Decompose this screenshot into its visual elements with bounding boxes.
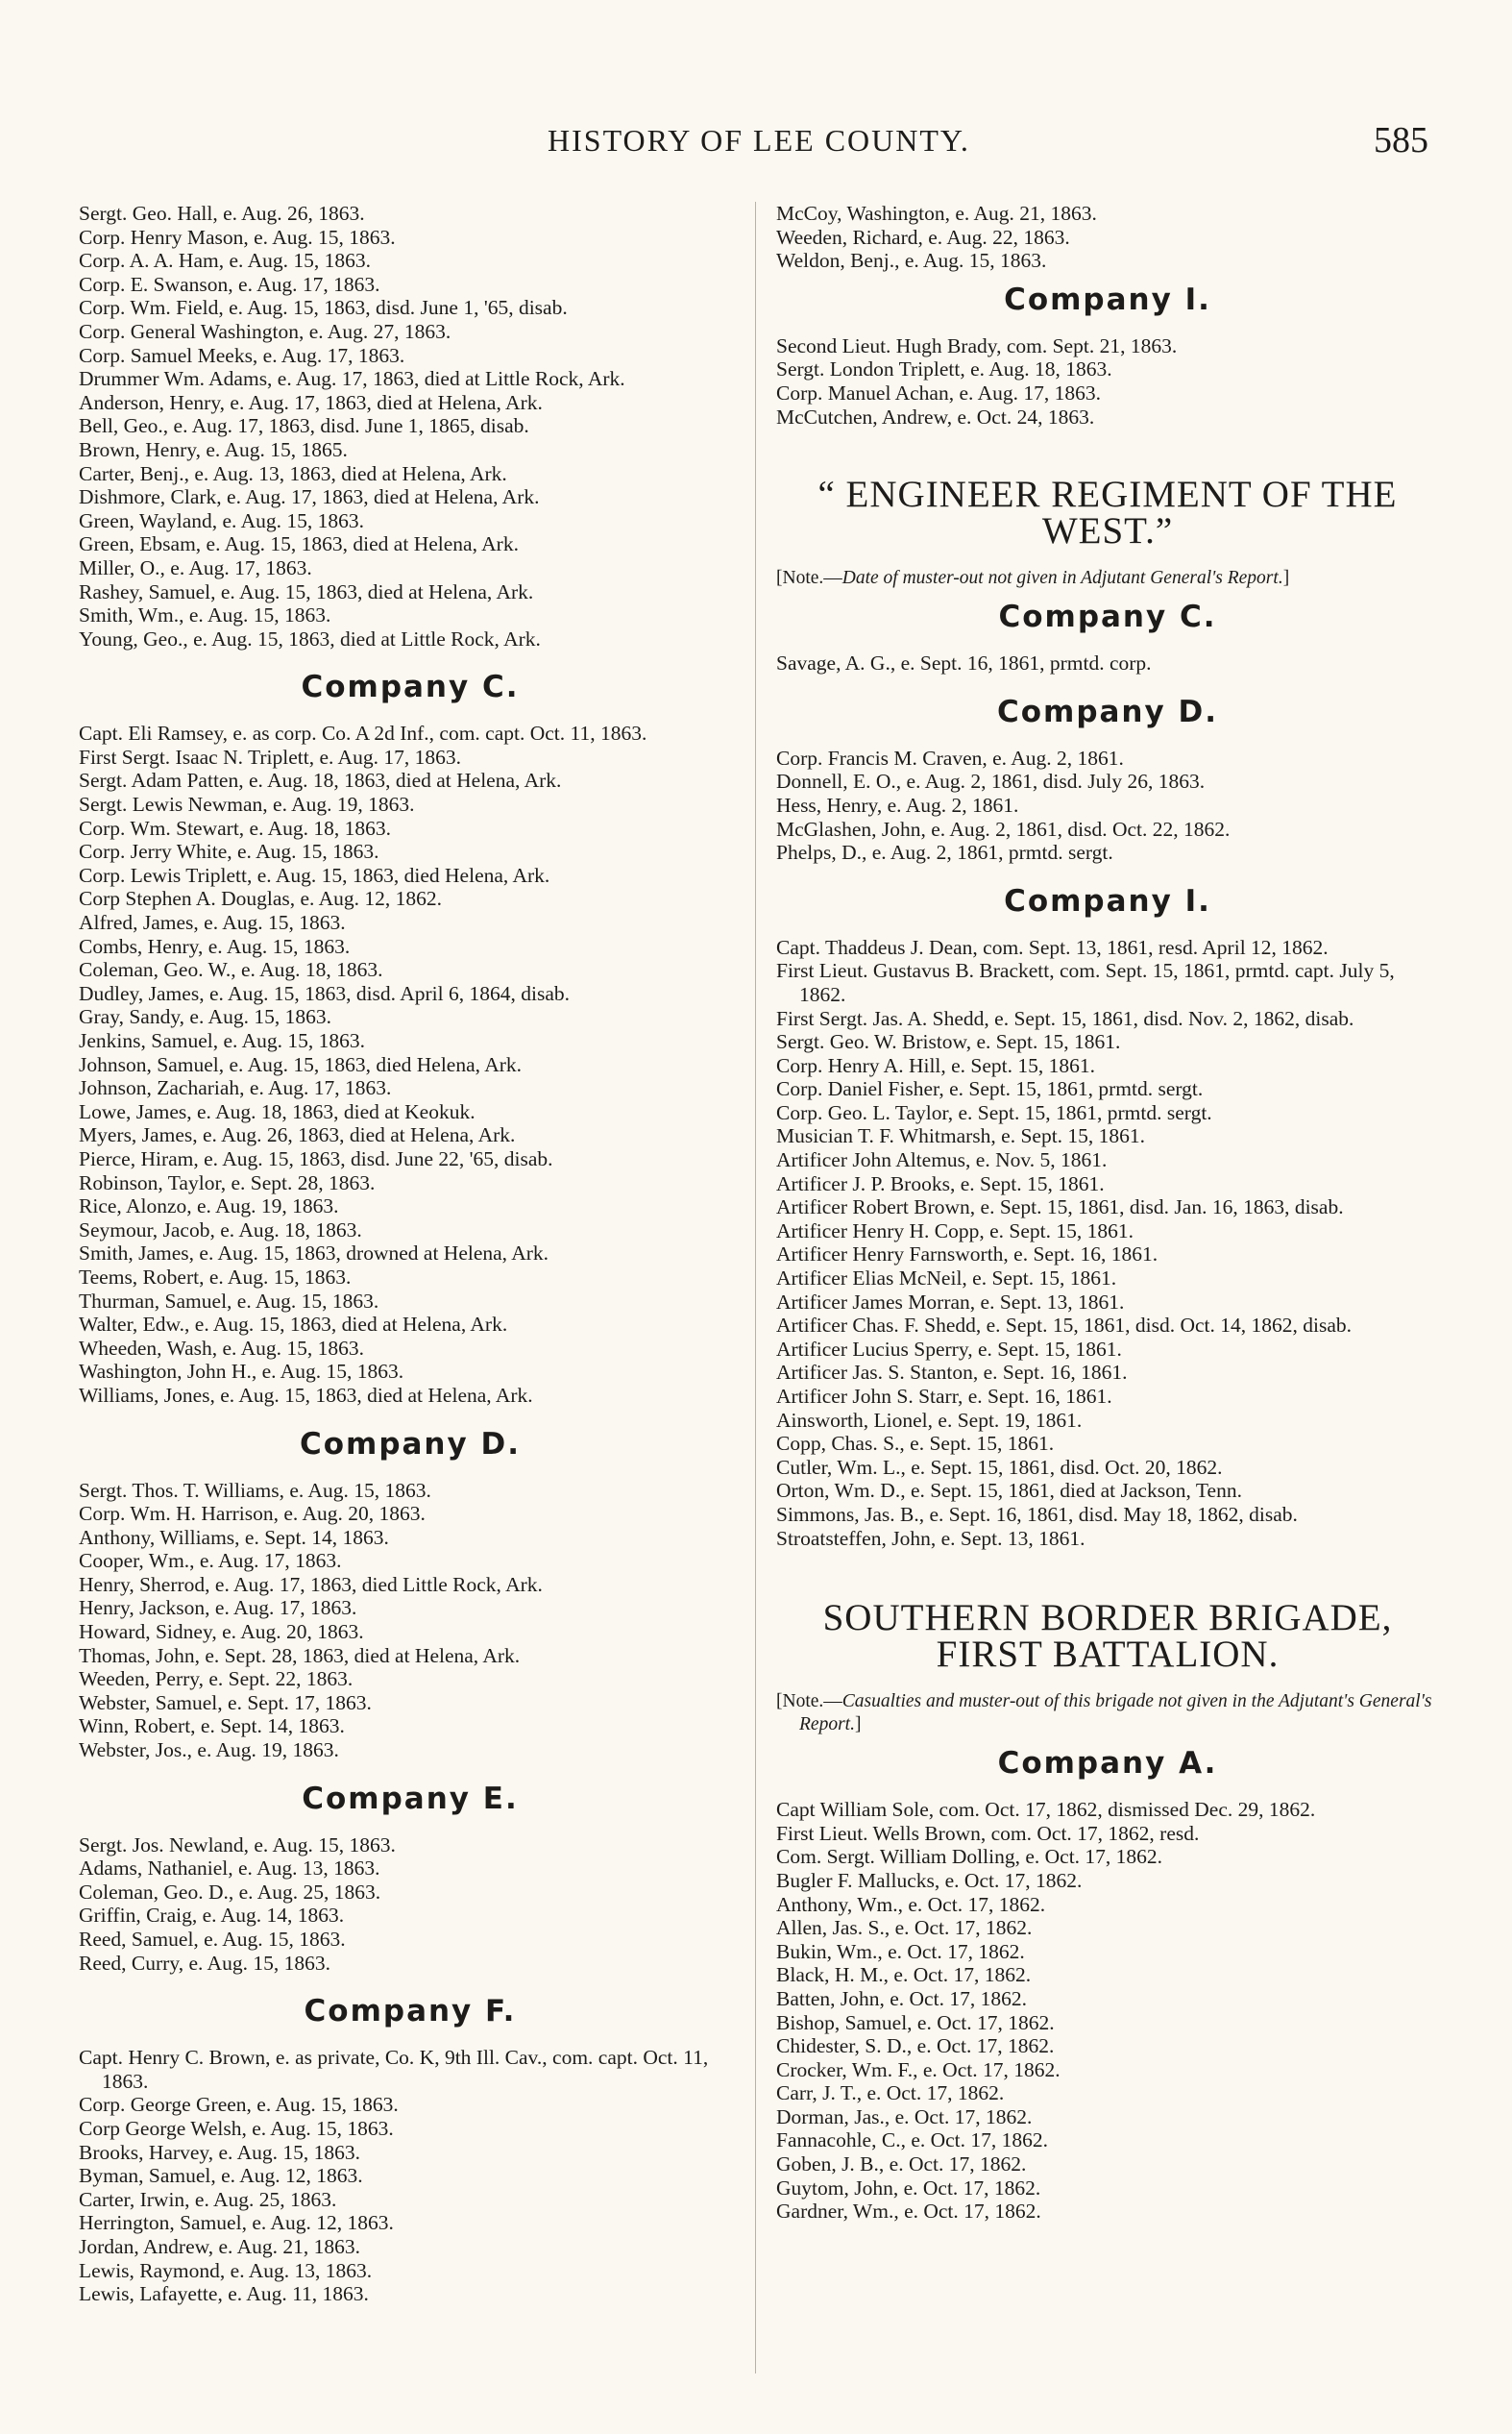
roster-entry: Johnson, Zachariah, e. Aug. 17, 1863. xyxy=(79,1076,392,1100)
roster-entry: Artificer Henry H. Copp, e. Sept. 15, 1861. xyxy=(776,1218,1134,1242)
roster-entry: Williams, Jones, e. Aug. 15, 1863, died at Helena, Ark. xyxy=(79,1383,533,1407)
right-column xyxy=(776,202,1439,2224)
roster-entry: Adams, Nathaniel, e. Aug. 13, 1863. xyxy=(79,1856,380,1881)
roster-entry: Corp. George Green, e. Aug. 15, 1863. xyxy=(79,2093,399,2117)
roster-entry: Carr, J. T., e. Oct. 17, 1862. xyxy=(776,2081,1005,2105)
roster-entry: Bishop, Samuel, e. Oct. 17, 1862. xyxy=(776,2010,1055,2034)
roster-entry: Corp. Samuel Meeks, e. Aug. 17, 1863. xyxy=(79,343,405,367)
roster-entry: Herrington, Samuel, e. Aug. 12, 1863. xyxy=(79,2211,394,2235)
roster-entry: Miller, O., e. Aug. 17, 1863. xyxy=(79,555,312,579)
roster-entry: Stroatsteffen, John, e. Sept. 13, 1861. xyxy=(776,1526,1085,1550)
roster-entry: Corp. Manuel Achan, e. Aug. 17, 1863. xyxy=(776,381,1101,405)
roster-entry: McGlashen, John, e. Aug. 2, 1861, disd. Oct. 22, 1862. xyxy=(776,817,1231,841)
roster-entry: Anderson, Henry, e. Aug. 17, 1863, died at Helena, Ark. xyxy=(79,390,543,414)
company-heading: Company C. xyxy=(998,600,1217,635)
roster-entry: Corp. Jerry White, e. Aug. 15, 1863. xyxy=(79,840,379,864)
roster-entry: Orton, Wm. D., e. Sept. 15, 1861, died at Jackson, Tenn. xyxy=(776,1479,1242,1503)
roster-entry: Rashey, Samuel, e. Aug. 15, 1863, died at Helena, Ark. xyxy=(79,579,534,603)
roster-entry: Capt. Henry C. Brown, e. as private, Co. K, 9th Ill. Cav., com. capt. Oct. 11, 1863. xyxy=(79,2046,709,2093)
spacer xyxy=(776,1550,1439,1600)
roster-entry: Smith, James, e. Aug. 15, 1863, drowned at Helena, Ark. xyxy=(79,1242,549,1266)
roster-entry: Artificer Elias McNeil, e. Sept. 15, 1861. xyxy=(776,1266,1117,1291)
roster-entry: Bugler F. Mallucks, e. Oct. 17, 1862. xyxy=(776,1868,1083,1892)
roster-entry: Drummer Wm. Adams, e. Aug. 17, 1863, died at Little Rock, Ark. xyxy=(79,367,625,391)
roster-entry: Corp. Henry A. Hill, e. Sept. 15, 1861. xyxy=(776,1053,1096,1077)
roster-list xyxy=(776,936,1439,1550)
roster-entry: Brown, Henry, e. Aug. 15, 1865. xyxy=(79,437,348,461)
company-heading: Company D. xyxy=(299,1426,522,1462)
note-prefix: [Note.— xyxy=(776,1691,842,1712)
roster-entry: Coleman, Geo. W., e. Aug. 18, 1863. xyxy=(79,958,383,982)
roster-entry: Artificer Henry Farnsworth, e. Sept. 16, 1861. xyxy=(776,1242,1158,1266)
roster-entry: First Lieut. Gustavus B. Brackett, com. Sept. 15, 1861, prmtd. capt. July 5, 1862. xyxy=(776,959,1395,1006)
roster-entry: Winn, Robert, e. Sept. 14, 1863. xyxy=(79,1714,345,1738)
roster-list xyxy=(776,202,1439,273)
roster-entry: Thomas, John, e. Sept. 28, 1863, died at Helena, Ark. xyxy=(79,1643,521,1667)
company-heading: Company I. xyxy=(1004,282,1211,317)
roster-entry: Sergt. Geo. W. Bristow, e. Sept. 15, 1861. xyxy=(776,1030,1121,1054)
roster-entry: Musician T. F. Whitmarsh, e. Sept. 15, 1861. xyxy=(776,1124,1146,1148)
roster-entry: Corp. Henry Mason, e. Aug. 15, 1863. xyxy=(79,225,396,249)
roster-entry: Byman, Samuel, e. Aug. 12, 1863. xyxy=(79,2164,363,2188)
roster-entry: Carter, Benj., e. Aug. 13, 1863, died at Helena, Ark. xyxy=(79,461,507,485)
roster-entry: Washington, John H., e. Aug. 15, 1863. xyxy=(79,1360,404,1384)
roster-entry: Anthony, Wm., e. Oct. 17, 1862. xyxy=(776,1892,1046,1916)
note-text: Date of muster-out not given in Adjutant General's Report. xyxy=(841,568,1283,589)
roster-entry: Simmons, Jas. B., e. Sept. 16, 1861, disd. May 18, 1862, disab. xyxy=(776,1502,1298,1526)
roster-entry: Artificer James Morran, e. Sept. 13, 1861. xyxy=(776,1290,1125,1314)
left-column xyxy=(79,202,742,2306)
roster-entry: Dudley, James, e. Aug. 15, 1863, disd. April 6, 1864, disab. xyxy=(79,981,570,1005)
roster-entry: Sergt. Jos. Newland, e. Aug. 15, 1863. xyxy=(79,1832,396,1856)
roster-entry: Rice, Alonzo, e. Aug. 19, 1863. xyxy=(79,1194,339,1218)
roster-entry: Bukin, Wm., e. Oct. 17, 1862. xyxy=(776,1939,1025,1963)
roster-entry: Lewis, Lafayette, e. Aug. 11, 1863. xyxy=(79,2282,369,2306)
roster-entry: Artificer Jas. S. Stanton, e. Sept. 16, 1861. xyxy=(776,1361,1128,1385)
roster-entry: Capt. Thaddeus J. Dean, com. Sept. 13, 1861, resd. April 12, 1862. xyxy=(776,935,1329,959)
roster-entry: McCutchen, Andrew, e. Oct. 24, 1863. xyxy=(776,405,1095,429)
roster-entry: Robinson, Taylor, e. Sept. 28, 1863. xyxy=(79,1170,376,1194)
roster-entry: Myers, James, e. Aug. 26, 1863, died at Helena, Ark. xyxy=(79,1123,516,1147)
roster-entry: Cutler, Wm. L., e. Sept. 15, 1861, disd. Oct. 20, 1862. xyxy=(776,1455,1223,1479)
roster-entry: Corp. Wm. Field, e. Aug. 15, 1863, disd. June 1, '65, disab. xyxy=(79,296,568,320)
roster-entry: Johnson, Samuel, e. Aug. 15, 1863, died Helena, Ark. xyxy=(79,1052,523,1076)
roster-entry: Seymour, Jacob, e. Aug. 18, 1863. xyxy=(79,1217,362,1242)
roster-entry: Carter, Irwin, e. Aug. 25, 1863. xyxy=(79,2187,337,2211)
roster-list xyxy=(79,722,742,1407)
regiment-note xyxy=(776,567,1439,590)
roster-entry: Guytom, John, e. Oct. 17, 1862. xyxy=(776,2176,1041,2200)
roster-entry: Anthony, Williams, e. Sept. 14, 1863. xyxy=(79,1525,389,1549)
roster-entry: Griffin, Craig, e. Aug. 14, 1863. xyxy=(79,1904,345,1928)
roster-entry: Smith, Wm., e. Aug. 15, 1863. xyxy=(79,603,331,627)
roster-entry: Ainsworth, Lionel, e. Sept. 19, 1861. xyxy=(776,1408,1083,1432)
note-prefix: [Note.— xyxy=(776,568,842,589)
roster-entry: Bell, Geo., e. Aug. 17, 1863, disd. June 1, 1865, disab. xyxy=(79,414,529,438)
roster-entry: Weeden, Richard, e. Aug. 22, 1863. xyxy=(776,225,1070,249)
roster-entry: Reed, Samuel, e. Aug. 15, 1863. xyxy=(79,1928,346,1951)
roster-list xyxy=(79,1833,742,1976)
roster-entry: Crocker, Wm. F., e. Oct. 17, 1862. xyxy=(776,2057,1061,2081)
roster-entry: Corp George Welsh, e. Aug. 15, 1863. xyxy=(79,2116,394,2140)
roster-entry: Sergt. Thos. T. Williams, e. Aug. 15, 1863. xyxy=(79,1478,431,1502)
roster-entry: Walter, Edw., e. Aug. 15, 1863, died at Helena, Ark. xyxy=(79,1313,508,1337)
company-heading: Company A. xyxy=(997,1746,1218,1782)
roster-entry: Dishmore, Clark, e. Aug. 17, 1863, died at Helena, Ark. xyxy=(79,485,540,509)
roster-list xyxy=(79,2046,742,2306)
roster-entry: First Sergt. Jas. A. Shedd, e. Sept. 15, 1861, disd. Nov. 2, 1862, disab. xyxy=(776,1006,1354,1030)
roster-entry: Cooper, Wm., e. Aug. 17, 1863. xyxy=(79,1549,342,1573)
roster-list xyxy=(776,747,1439,865)
roster-entry: First Sergt. Isaac N. Triplett, e. Aug. 17, 1863. xyxy=(79,745,461,769)
roster-entry: Artificer John S. Starr, e. Sept. 16, 1861. xyxy=(776,1385,1112,1408)
roster-entry: Artificer John Altemus, e. Nov. 5, 1861. xyxy=(776,1148,1108,1172)
roster-entry: Corp. Lewis Triplett, e. Aug. 15, 1863, died Helena, Ark. xyxy=(79,863,550,887)
company-heading: Company C. xyxy=(301,670,520,705)
company-heading: Company E. xyxy=(302,1781,519,1816)
roster-entry: Webster, Samuel, e. Sept. 17, 1863. xyxy=(79,1690,372,1714)
roster-entry: Fannacohle, C., e. Oct. 17, 1862. xyxy=(776,2128,1049,2152)
roster-entry: Alfred, James, e. Aug. 15, 1863. xyxy=(79,911,346,935)
roster-entry: Hess, Henry, e. Aug. 2, 1861. xyxy=(776,793,1019,817)
roster-entry: Corp. E. Swanson, e. Aug. 17, 1863. xyxy=(79,272,380,296)
roster-entry: Corp. General Washington, e. Aug. 27, 1863. xyxy=(79,319,451,343)
regiment-note xyxy=(776,1690,1439,1736)
roster-entry: Corp. Wm. Stewart, e. Aug. 18, 1863. xyxy=(79,816,392,840)
roster-entry: Black, H. M., e. Oct. 17, 1862. xyxy=(776,1963,1032,1987)
roster-entry: Howard, Sidney, e. Aug. 20, 1863. xyxy=(79,1620,364,1644)
spacer xyxy=(776,429,1439,477)
roster-entry: Corp. A. A. Ham, e. Aug. 15, 1863. xyxy=(79,249,371,273)
roster-entry: Henry, Sherrod, e. Aug. 17, 1863, died Little Rock, Ark. xyxy=(79,1572,543,1596)
roster-entry: Henry, Jackson, e. Aug. 17, 1863. xyxy=(79,1596,357,1620)
company-heading: Company D. xyxy=(996,694,1219,729)
roster-entry: Gray, Sandy, e. Aug. 15, 1863. xyxy=(79,1005,331,1029)
company-heading: Company I. xyxy=(1004,883,1211,919)
roster-entry: Brooks, Harvey, e. Aug. 15, 1863. xyxy=(79,2140,361,2164)
note-text: Casualties and muster-out of this brigade not given in the Adjutant's General's Report. xyxy=(799,1691,1432,1735)
roster-entry: Lewis, Raymond, e. Aug. 13, 1863. xyxy=(79,2258,373,2282)
page-number: 585 xyxy=(1374,120,1428,160)
roster-entry: Corp. Geo. L. Taylor, e. Sept. 15, 1861, prmtd. sergt. xyxy=(776,1100,1212,1124)
roster-entry: Sergt. Geo. Hall, e. Aug. 26, 1863. xyxy=(79,202,365,225)
roster-entry: Jenkins, Samuel, e. Aug. 15, 1863. xyxy=(79,1029,365,1052)
roster-entry: Sergt. Lewis Newman, e. Aug. 19, 1863. xyxy=(79,793,415,817)
roster-list xyxy=(776,1798,1439,2224)
roster-entry: Reed, Curry, e. Aug. 15, 1863. xyxy=(79,1951,330,1975)
roster-entry: Savage, A. G., e. Sept. 16, 1861, prmtd. corp. xyxy=(776,652,1152,676)
roster-entry: Corp. Wm. H. Harrison, e. Aug. 20, 1863. xyxy=(79,1502,426,1526)
roster-entry: Artificer Robert Brown, e. Sept. 15, 1861, disd. Jan. 16, 1863, disab. xyxy=(776,1195,1344,1219)
roster-entry: Corp. Daniel Fisher, e. Sept. 15, 1861, prmtd. sergt. xyxy=(776,1077,1204,1101)
roster-entry: Copp, Chas. S., e. Sept. 15, 1861. xyxy=(776,1432,1055,1456)
company-heading: Company F. xyxy=(304,1994,517,2029)
roster-entry: Young, Geo., e. Aug. 15, 1863, died at Little Rock, Ark. xyxy=(79,627,541,651)
roster-entry: Chidester, S. D., e. Oct. 17, 1862. xyxy=(776,2034,1055,2058)
page-header xyxy=(0,120,1512,171)
roster-entry: Donnell, E. O., e. Aug. 2, 1861, disd. July 26, 1863. xyxy=(776,770,1206,794)
roster-entry: Sergt. London Triplett, e. Aug. 18, 1863. xyxy=(776,357,1112,381)
roster-entry: Corp. Francis M. Craven, e. Aug. 2, 1861. xyxy=(776,746,1124,770)
roster-list xyxy=(79,202,742,651)
roster-list xyxy=(79,1479,742,1762)
roster-entry: Artificer Lucius Sperry, e. Sept. 15, 1861. xyxy=(776,1337,1122,1361)
roster-entry: Com. Sergt. William Dolling, e. Oct. 17, 1862. xyxy=(776,1845,1163,1869)
roster-entry: Lowe, James, e. Aug. 18, 1863, died at Keokuk. xyxy=(79,1099,476,1123)
roster-entry: Gardner, Wm., e. Oct. 17, 1862. xyxy=(776,2200,1041,2224)
roster-entry: Weldon, Benj., e. Aug. 15, 1863. xyxy=(776,249,1047,273)
roster-entry: Corp Stephen A. Douglas, e. Aug. 12, 1862. xyxy=(79,887,443,911)
roster-entry: Batten, John, e. Oct. 17, 1862. xyxy=(776,1986,1027,2010)
running-title: HISTORY OF LEE COUNTY. xyxy=(548,123,970,158)
roster-list xyxy=(776,652,1439,676)
regiment-title: “ ENGINEER REGIMENT OF THE WEST.” xyxy=(817,474,1398,553)
roster-entry: Phelps, D., e. Aug. 2, 1861, prmtd. sergt. xyxy=(776,841,1113,865)
roster-entry: Sergt. Adam Patten, e. Aug. 18, 1863, died at Helena, Ark. xyxy=(79,769,562,793)
roster-entry: Weeden, Perry, e. Sept. 22, 1863. xyxy=(79,1667,354,1691)
regiment-title: SOUTHERN BORDER BRIGADE, FIRST BATTALION. xyxy=(822,1597,1393,1676)
roster-entry: Capt William Sole, com. Oct. 17, 1862, dismissed Dec. 29, 1862. xyxy=(776,1798,1316,1822)
column-divider xyxy=(755,202,756,2373)
roster-entry: Dorman, Jas., e. Oct. 17, 1862. xyxy=(776,2104,1033,2128)
note-suffix: ] xyxy=(1282,568,1290,589)
roster-entry: First Lieut. Wells Brown, com. Oct. 17, 1862, resd. xyxy=(776,1821,1200,1845)
roster-entry: Green, Ebsam, e. Aug. 15, 1863, died at Helena, Ark. xyxy=(79,532,519,556)
roster-entry: Artificer Chas. F. Shedd, e. Sept. 15, 1861, disd. Oct. 14, 1862, disab. xyxy=(776,1314,1353,1338)
roster-entry: Goben, J. B., e. Oct. 17, 1862. xyxy=(776,2152,1027,2176)
roster-entry: Pierce, Hiram, e. Aug. 15, 1863, disd. June 22, '65, disab. xyxy=(79,1146,553,1170)
note-suffix: ] xyxy=(854,1714,862,1735)
roster-entry: Artificer J. P. Brooks, e. Sept. 15, 1861. xyxy=(776,1171,1105,1195)
roster-entry: Webster, Jos., e. Aug. 19, 1863. xyxy=(79,1738,339,1762)
roster-entry: Second Lieut. Hugh Brady, com. Sept. 21, 1863. xyxy=(776,333,1178,357)
roster-entry: McCoy, Washington, e. Aug. 21, 1863. xyxy=(776,202,1097,225)
roster-entry: Coleman, Geo. D., e. Aug. 25, 1863. xyxy=(79,1880,381,1904)
roster-entry: Capt. Eli Ramsey, e. as corp. Co. A 2d Inf., com. capt. Oct. 11, 1863. xyxy=(79,722,647,746)
roster-list xyxy=(776,334,1439,429)
roster-entry: Wheeden, Wash, e. Aug. 15, 1863. xyxy=(79,1336,365,1360)
roster-entry: Green, Wayland, e. Aug. 15, 1863. xyxy=(79,508,365,532)
roster-entry: Jordan, Andrew, e. Aug. 21, 1863. xyxy=(79,2234,361,2258)
roster-entry: Allen, Jas. S., e. Oct. 17, 1862. xyxy=(776,1916,1033,1940)
roster-entry: Teems, Robert, e. Aug. 15, 1863. xyxy=(79,1265,352,1289)
roster-entry: Combs, Henry, e. Aug. 15, 1863. xyxy=(79,934,351,958)
roster-entry: Thurman, Samuel, e. Aug. 15, 1863. xyxy=(79,1289,379,1313)
